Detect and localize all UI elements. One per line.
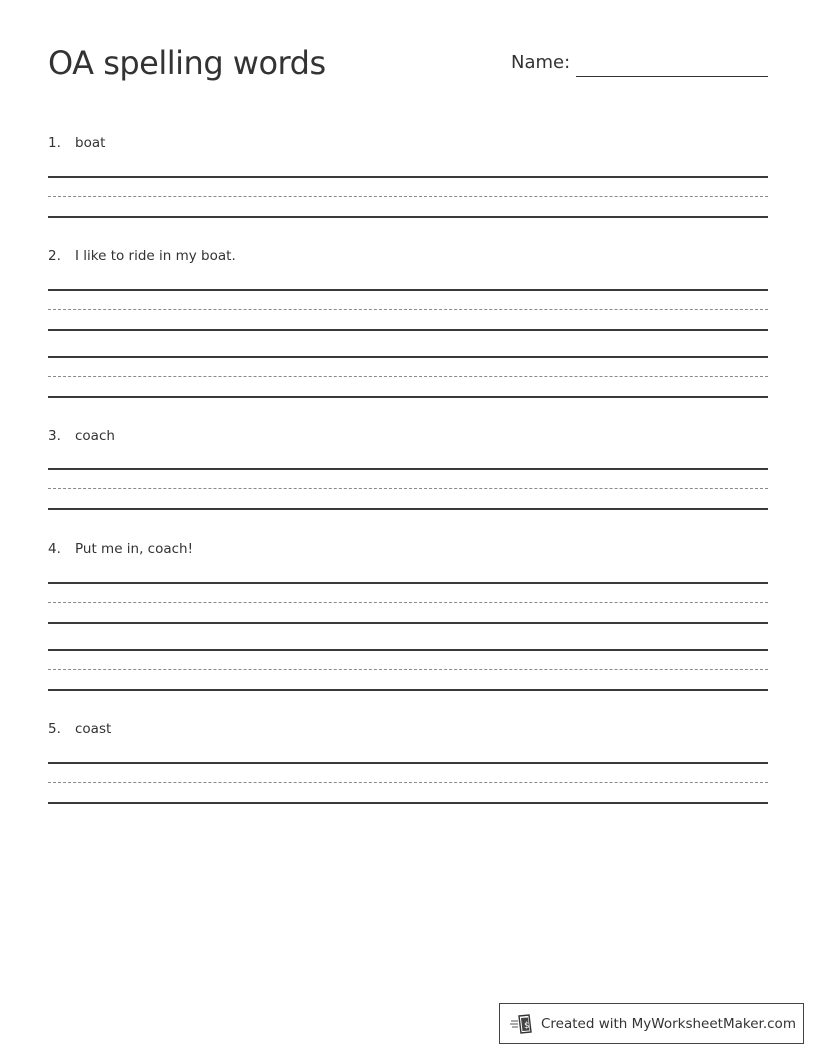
svg-text:$: $: [524, 1021, 530, 1031]
name-label: Name:: [511, 52, 571, 73]
item-text: Put me in, coach!: [75, 541, 194, 557]
item-prompt: [48, 248, 236, 264]
page-title: OA spelling words: [48, 44, 326, 82]
handwriting-base-line: [48, 216, 768, 218]
handwriting-mid-line: [48, 196, 768, 197]
item-number: 1.: [48, 135, 61, 151]
item-prompt: [48, 541, 193, 557]
handwriting-lines[interactable]: [48, 762, 768, 804]
handwriting-base-line: [48, 396, 768, 398]
handwriting-base-line: [48, 329, 768, 331]
handwriting-base-line: [48, 802, 768, 804]
handwriting-lines[interactable]: [48, 582, 768, 624]
item-text: I like to ride in my boat.: [75, 248, 236, 264]
item-prompt: [48, 721, 111, 737]
handwriting-base-line: [48, 689, 768, 691]
handwriting-mid-line: [48, 488, 768, 489]
handwriting-lines[interactable]: [48, 176, 768, 218]
handwriting-mid-line: [48, 782, 768, 783]
item-prompt: [48, 428, 115, 444]
name-write-line[interactable]: [576, 76, 768, 77]
handwriting-lines[interactable]: [48, 289, 768, 331]
handwriting-top-line: [48, 468, 768, 470]
item-text: coast: [75, 721, 112, 737]
item-prompt: [48, 135, 105, 151]
item-number: 2.: [48, 248, 61, 264]
worksheet-item-4: [48, 541, 768, 693]
handwriting-mid-line: [48, 669, 768, 670]
item-number: 5.: [48, 721, 61, 737]
handwriting-lines[interactable]: [48, 356, 768, 398]
worksheet-item-2: [48, 248, 768, 400]
handwriting-top-line: [48, 289, 768, 291]
item-number: 4.: [48, 541, 61, 557]
worksheet-maker-logo-icon: [510, 1013, 534, 1035]
footer-text: Created with MyWorksheetMaker.com: [541, 1016, 796, 1032]
handwriting-lines[interactable]: [48, 468, 768, 510]
handwriting-top-line: [48, 582, 768, 584]
handwriting-mid-line: [48, 376, 768, 377]
handwriting-base-line: [48, 622, 768, 624]
handwriting-top-line: [48, 649, 768, 651]
worksheet-item-3: [48, 428, 768, 512]
handwriting-lines[interactable]: [48, 649, 768, 691]
handwriting-mid-line: [48, 602, 768, 603]
item-text: coach: [75, 428, 115, 444]
item-text: boat: [75, 135, 106, 151]
handwriting-top-line: [48, 356, 768, 358]
item-number: 3.: [48, 428, 61, 444]
worksheet-item-1: [48, 135, 768, 219]
handwriting-top-line: [48, 762, 768, 764]
handwriting-mid-line: [48, 309, 768, 310]
handwriting-base-line: [48, 508, 768, 510]
handwriting-top-line: [48, 176, 768, 178]
worksheet-item-5: [48, 721, 768, 805]
footer-badge[interactable]: [499, 1003, 804, 1044]
name-field: [511, 50, 769, 78]
